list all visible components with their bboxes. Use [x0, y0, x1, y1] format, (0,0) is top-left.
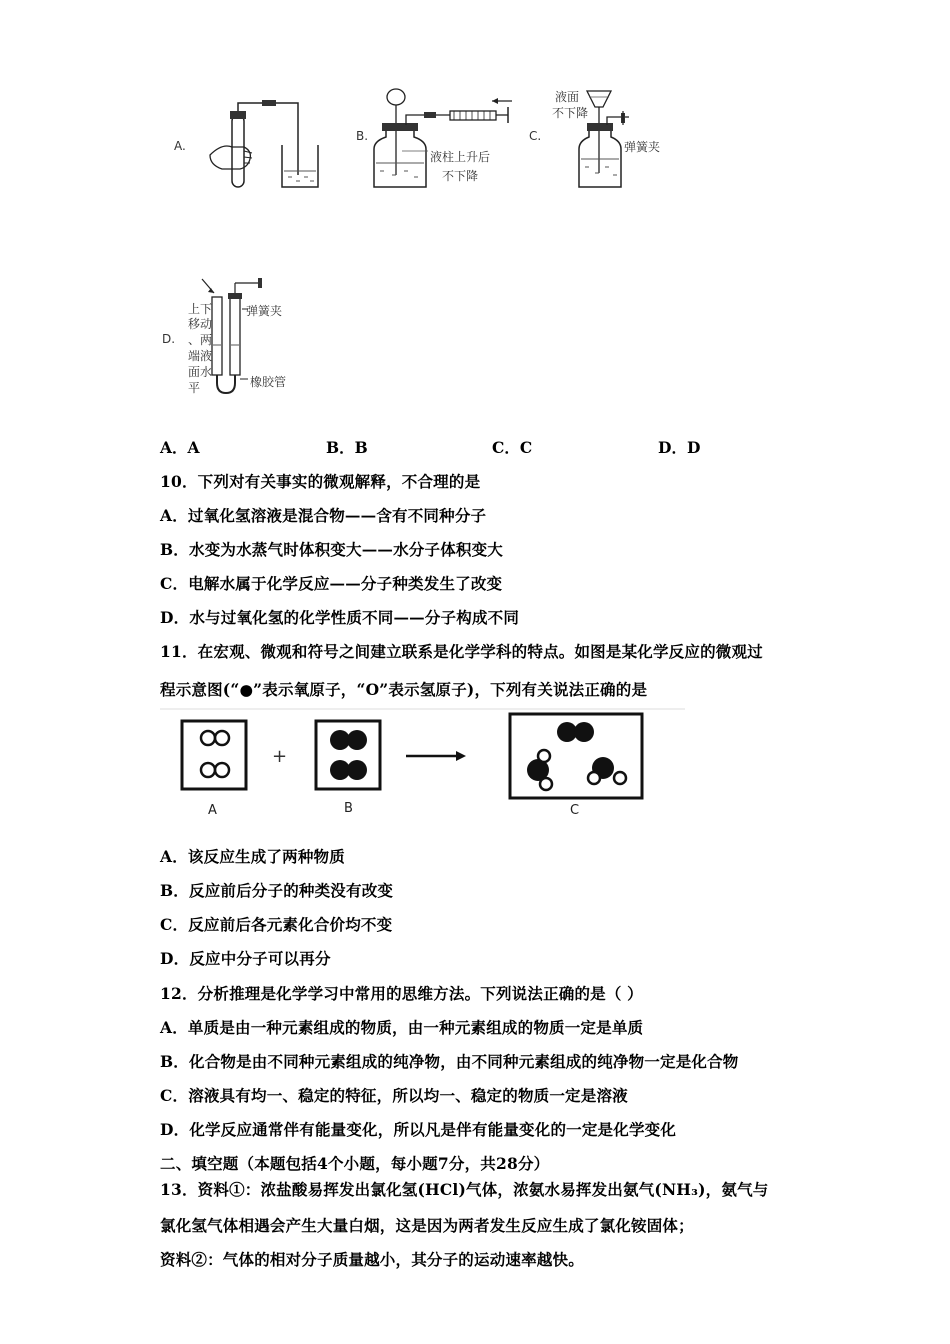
- box-a-label: A: [208, 803, 217, 818]
- q10-option-a: A．过氧化氢溶液是混合物——含有不同种分子: [160, 506, 487, 525]
- figure-d-note-4: 端液: [188, 349, 213, 363]
- box-b: [316, 721, 380, 789]
- q12-option-c: C．溶液具有均一、稳定的特征，所以均一、稳定的物质一定是溶液: [160, 1086, 628, 1105]
- figure-c-note-line2: 不下降: [552, 106, 589, 120]
- q13-line2: 氯化氢气体相遇会产生大量白烟，这是因为两者发生反应生成了氯化铵固体；: [160, 1216, 694, 1235]
- q12-option-b: B．化合物是由不同种元素组成的纯净物，由不同种元素组成的纯净物一定是化合物: [160, 1052, 739, 1071]
- q10-option-b: B．水变为水蒸气时体积变大——水分子体积变大: [160, 540, 504, 559]
- figure-b-note-line2: 不下降: [442, 169, 479, 183]
- q9-option-b: B．B: [326, 438, 368, 457]
- figure-b-note-line1: 液柱上升后: [430, 150, 491, 164]
- q10-stem: 10．下列对有关事实的微观解释，不合理的是: [160, 472, 481, 491]
- figure-d-note-5: 面水: [188, 365, 213, 379]
- reaction-diagram: [160, 706, 690, 818]
- q12-option-d: D．化学反应通常伴有能量变化，所以凡是伴有能量变化的一定是化学变化: [160, 1120, 677, 1139]
- q13-line3: 资料②：气体的相对分子质量越小，其分子的运动速率越快。: [160, 1250, 584, 1269]
- box-a: [182, 721, 246, 789]
- box-c-label: C: [570, 803, 580, 818]
- q11-stem-line1: 11．在宏观、微观和符号之间建立联系是化学学科的特点。如图是某化学反应的微观过: [160, 642, 763, 661]
- q12-option-a: A．单质是由一种元素组成的物质，由一种元素组成的物质一定是单质: [160, 1018, 644, 1037]
- figure-c-note-line1: 液面: [555, 90, 580, 104]
- q11-option-a: A．该反应生成了两种物质: [160, 847, 345, 866]
- apparatus-b-diagram: [352, 85, 522, 195]
- figure-b-label: B.: [356, 129, 369, 143]
- plus-sign: +: [272, 746, 288, 767]
- section-2-title: 二、填空题（本题包括4个小题，每小题7分，共28分）: [160, 1154, 550, 1173]
- figure-d-tube-label: 橡胶管: [250, 375, 287, 389]
- figure-d-note-2: 移动: [188, 317, 213, 331]
- figure-c-label: C.: [529, 129, 542, 143]
- q9-option-a: A．A: [160, 438, 200, 457]
- q13-line1: 13．资料①：浓盐酸易挥发出氯化氢(HCl)气体，浓氨水易挥发出氨气(NH₃)，氨气与: [160, 1180, 769, 1199]
- q11-option-d: D．反应中分子可以再分: [160, 949, 331, 968]
- figure-d-note-6: 平: [188, 381, 201, 395]
- figure-d-note-3: 、两: [188, 333, 213, 347]
- box-b-label: B: [344, 801, 353, 816]
- q11-option-b: B．反应前后分子的种类没有改变: [160, 881, 394, 900]
- figure-d-clip-label: 弹簧夹: [246, 304, 283, 318]
- q11-option-c: C．反应前后各元素化合价均不变: [160, 915, 393, 934]
- q9-option-c: C．C: [492, 438, 533, 457]
- q12-stem: 12．分析推理是化学学习中常用的思维方法。下列说法正确的是（ ）: [160, 984, 643, 1003]
- figure-d-label: D.: [162, 332, 176, 346]
- figure-c-clip-label: 弹簧夹: [624, 140, 661, 154]
- q10-option-c: C．电解水属于化学反应——分子种类发生了改变: [160, 574, 503, 593]
- apparatus-a-diagram: [170, 95, 330, 195]
- figure-a-label: A.: [174, 139, 186, 153]
- q10-option-d: D．水与过氧化氢的化学性质不同——分子构成不同: [160, 608, 520, 627]
- q9-option-d: D．D: [658, 438, 701, 457]
- figure-d-note-1: 上下: [188, 302, 213, 316]
- q11-stem-line2: 程示意图(“●”表示氧原子，“O”表示氢原子)，下列有关说法正确的是: [160, 680, 648, 699]
